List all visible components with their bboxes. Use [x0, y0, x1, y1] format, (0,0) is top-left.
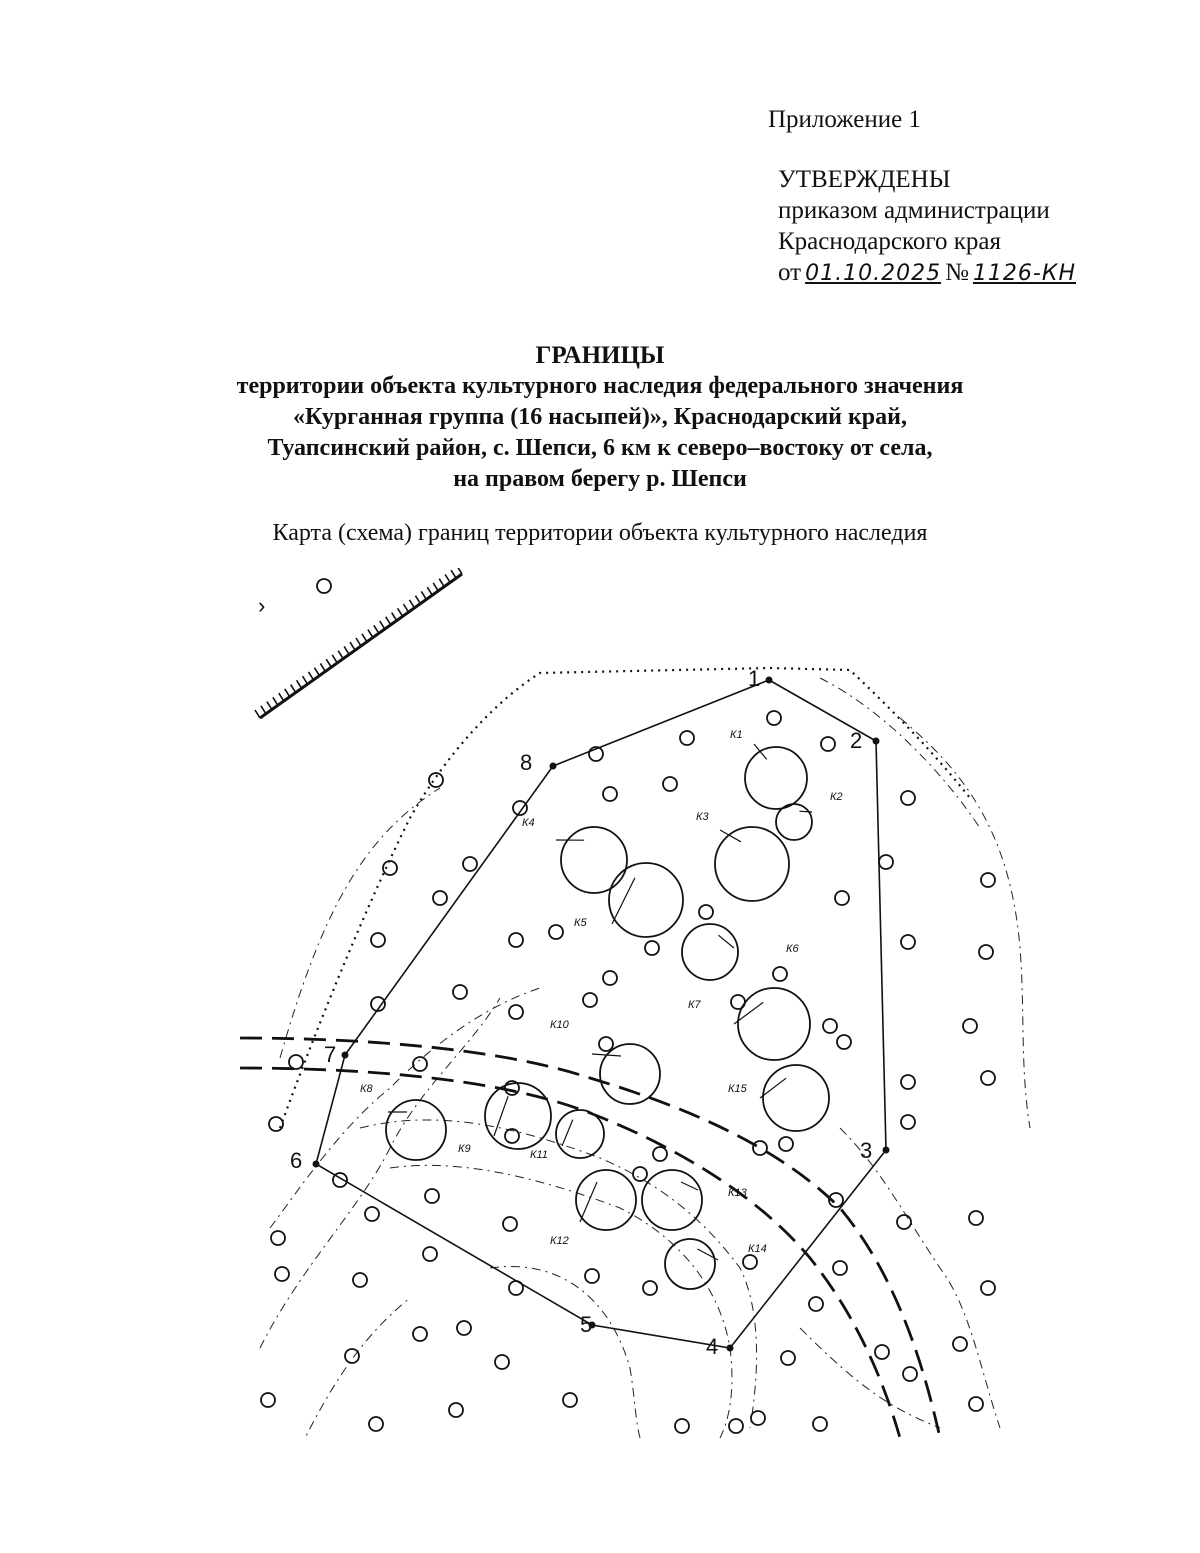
mound-10 [600, 1044, 660, 1104]
tree-symbol [969, 1211, 983, 1225]
tree-symbol [875, 1345, 889, 1359]
mound-3 [715, 827, 789, 901]
mound-label: К6 [786, 943, 799, 955]
tree-symbol [699, 905, 713, 919]
mound-label: К11 [530, 1149, 548, 1161]
tree-symbol [369, 1417, 383, 1431]
boundary-point-3 [883, 1147, 890, 1154]
tree-symbol [969, 1397, 983, 1411]
approved-by-line1: приказом администрации [778, 197, 1050, 224]
tree-symbol [549, 925, 563, 939]
tree-symbol [603, 971, 617, 985]
tree-symbol [453, 985, 467, 999]
tree-symbol [767, 711, 781, 725]
mound-label: К8 [360, 1083, 373, 1095]
tree-symbol [275, 1267, 289, 1281]
tree-symbol [457, 1321, 471, 1335]
boundary-point-6 [313, 1161, 320, 1168]
tree-symbol [289, 1055, 303, 1069]
boundary-points [290, 666, 890, 1359]
boundary-point-7 [342, 1052, 349, 1059]
tree-symbol [429, 773, 443, 787]
boundary-point-8 [550, 763, 557, 770]
tree-symbol [603, 787, 617, 801]
tree-symbol [663, 777, 677, 791]
tree-symbol [781, 1351, 795, 1365]
relief-lines [260, 678, 1030, 1438]
title-line-2: территории объекта культурного наследия федерального значения [236, 373, 964, 399]
mound-label: К14 [748, 1243, 767, 1255]
tree-symbol [809, 1297, 823, 1311]
tree-symbol [271, 1231, 285, 1245]
tree-symbol [413, 1057, 427, 1071]
boundary-point-1 [766, 677, 773, 684]
mound-leader-line [799, 811, 812, 812]
tree-symbol [879, 855, 893, 869]
tree-symbol [680, 731, 694, 745]
mound-label: К2 [830, 791, 843, 803]
mound-label: К10 [550, 1019, 569, 1031]
tree-symbol [813, 1417, 827, 1431]
mound-2 [776, 804, 812, 840]
road-dashed-lines [240, 1038, 940, 1438]
mound-label: К9 [458, 1143, 471, 1155]
tree-symbol [981, 873, 995, 887]
mound-14 [665, 1239, 715, 1289]
tree-symbol [901, 791, 915, 805]
mound-leader-line [718, 935, 734, 948]
mound-6 [682, 924, 738, 980]
approved-heading: УТВЕРЖДЕНЫ [778, 166, 951, 193]
mound-label: К7 [688, 999, 701, 1011]
boundary-point-label: 3 [860, 1138, 873, 1163]
mound-5 [609, 863, 683, 937]
slope-hatch-ticks [255, 568, 462, 718]
tree-symbol [963, 1019, 977, 1033]
title-line-1: ГРАНИЦЫ [535, 342, 665, 369]
approval-date-number [778, 257, 1080, 289]
tree-symbol [821, 737, 835, 751]
tree-symbol [583, 993, 597, 1007]
mound-label: К15 [728, 1083, 747, 1095]
tree-symbol [413, 1327, 427, 1341]
tree-symbol [901, 1075, 915, 1089]
boundary-point-4 [727, 1345, 734, 1352]
approval-block [778, 164, 1080, 289]
boundary-point-label: 7 [324, 1042, 337, 1067]
tree-symbol [423, 1247, 437, 1261]
boundary-point-label: 6 [290, 1148, 303, 1173]
mound-label: К1 [730, 729, 743, 741]
boundary-map [240, 568, 1040, 1438]
tree-symbol [675, 1419, 689, 1433]
tree-symbol [269, 1117, 283, 1131]
tree-symbol [599, 1037, 613, 1051]
mound-13 [642, 1170, 702, 1230]
tree-symbol [979, 945, 993, 959]
tree-symbol [509, 1281, 523, 1295]
title-line-5: на правом берегу р. Шепси [453, 466, 747, 492]
tree-symbol [365, 1207, 379, 1221]
tree-symbol [345, 1349, 359, 1363]
tree-symbol [633, 1167, 647, 1181]
tree-symbol [981, 1281, 995, 1295]
tree-symbol [835, 891, 849, 905]
boundary-point-label: 8 [520, 750, 533, 775]
mound-group [360, 729, 843, 1289]
handwritten-number: 1126-КН [972, 261, 1077, 286]
mound-label: К13 [728, 1187, 747, 1199]
mound-label: К3 [696, 811, 709, 823]
edge-fragment-left: › [258, 593, 266, 618]
tree-symbol [897, 1215, 911, 1229]
map-caption: Карта (схема) границ территории объекта культурного наследия [272, 520, 928, 546]
approved-by-line2: Краснодарского края [778, 228, 1001, 255]
mound-4 [561, 827, 627, 893]
tree-symbol [823, 1019, 837, 1033]
tree-symbol [753, 1141, 767, 1155]
tree-symbol [953, 1337, 967, 1351]
mound-1 [745, 747, 807, 809]
tree-symbol [643, 1281, 657, 1295]
mound-7 [738, 988, 810, 1060]
tree-symbol [751, 1411, 765, 1425]
title-line-3: «Курганная группа (16 насыпей)», Краснодарский край, [293, 404, 907, 430]
boundary-point-label: 4 [706, 1334, 719, 1359]
mound-leader-line [754, 744, 767, 759]
tree-symbol [509, 933, 523, 947]
tree-symbol [743, 1255, 757, 1269]
tree-symbol [433, 891, 447, 905]
mound-leader-line [562, 1120, 573, 1146]
boundary-point-label: 2 [850, 728, 863, 753]
tree-symbol [729, 1419, 743, 1433]
tree-symbol [773, 967, 787, 981]
tree-symbol [505, 1129, 519, 1143]
tree-symbol [503, 1217, 517, 1231]
mound-label: К5 [574, 917, 587, 929]
tree-symbol [495, 1355, 509, 1369]
tree-symbol [509, 1005, 523, 1019]
boundary-point-2 [873, 738, 880, 745]
tree-symbol [903, 1367, 917, 1381]
mound-leader-line [734, 1002, 763, 1024]
title-line-4: Туапсинский район, с. Шепси, 6 км к северо–востоку от села, [267, 435, 933, 461]
tree-symbol [901, 935, 915, 949]
mound-12 [576, 1170, 636, 1230]
tree-symbol [425, 1189, 439, 1203]
mound-15 [763, 1065, 829, 1131]
appendix-label: Приложение 1 [768, 106, 921, 133]
mound-8 [386, 1100, 446, 1160]
tree-symbol [261, 1393, 275, 1407]
tree-symbol [653, 1147, 667, 1161]
tree-symbol [585, 1269, 599, 1283]
tree-symbol [981, 1071, 995, 1085]
document-title [0, 340, 1200, 495]
handwritten-date: 01.10.2025 [805, 261, 942, 286]
boundary-point-label: 5 [580, 1312, 593, 1337]
tree-symbol [837, 1035, 851, 1049]
mound-leader-line [681, 1182, 698, 1190]
territory-boundary [316, 680, 886, 1348]
mound-leader-line [580, 1182, 597, 1222]
edge-tree-symbol [317, 579, 331, 593]
date-prefix: от [778, 259, 802, 286]
tree-symbol [645, 941, 659, 955]
tree-symbol [371, 933, 385, 947]
boundary-point-label: 1 [748, 666, 761, 691]
tree-symbol [353, 1273, 367, 1287]
tree-symbol [449, 1403, 463, 1417]
tree-symbol [901, 1115, 915, 1129]
tree-symbol [833, 1261, 847, 1275]
tree-symbol [779, 1137, 793, 1151]
number-prefix: № [945, 259, 969, 286]
mound-leader-line [494, 1096, 508, 1136]
tree-symbol [563, 1393, 577, 1407]
mound-leader-line [698, 1249, 719, 1260]
tree-symbol [463, 857, 477, 871]
mound-label: К12 [550, 1235, 569, 1247]
mound-label: К4 [522, 817, 535, 829]
